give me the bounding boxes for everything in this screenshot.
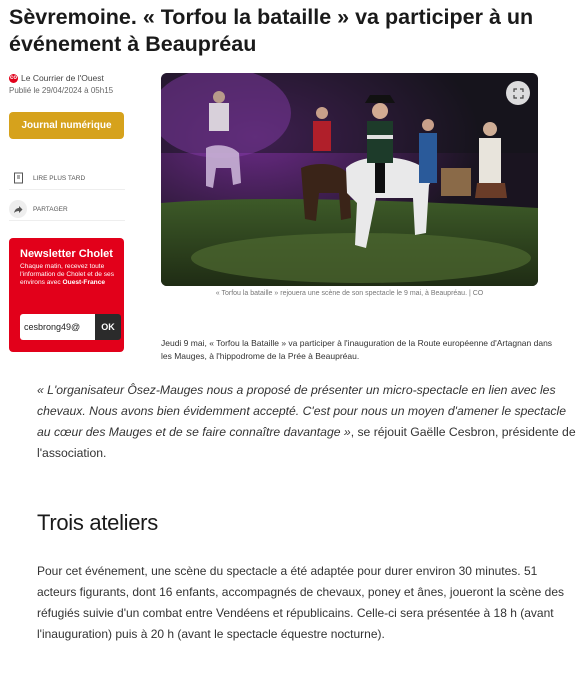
article-quote (37, 380, 577, 464)
read-later-button[interactable] (9, 167, 125, 190)
newsletter-submit-button[interactable]: OK (95, 314, 121, 340)
source-line (9, 73, 125, 83)
article-meta-sidebar (9, 73, 125, 221)
source-logo-icon: co (9, 75, 17, 81)
quote-attribution: , se réjouit Gaëlle Cesbron, présidente de l'association. (37, 425, 576, 460)
expand-icon[interactable] (506, 81, 530, 105)
bookmark-icon (9, 169, 27, 187)
publish-date: Publié le 29/04/2024 à 05h15 (9, 86, 114, 95)
section-title: Trois ateliers (37, 510, 158, 535)
newsletter-text: Chaque matin, recevez toute l'information de Cholet et de ses environs avec Ouest-France (20, 263, 114, 286)
newsletter-brand: Ouest-France (62, 279, 106, 286)
article-photo[interactable] (161, 73, 538, 286)
section-body: Pour cet événement, une scène du spectacle a été adaptée pour durer environ 30 minutes. 51 acteurs figurants, dont 16 enfants, accompagnés de chevaux, poney et ânes, joueront la scène des réfugiés suivie d'un combat entre Vendéens et républicains. Celle-ci sera présentée à 18 h (avant l'inauguration) puis à 20 h (avant le spectacle équestre nocturne). (37, 564, 565, 641)
article-headline: Sèvremoine. « Torfou la bataille » va participer à un événement à Beaupréau (9, 5, 534, 56)
source-name[interactable]: Le Courrier de l'Ouest (21, 73, 104, 83)
newsletter-box (9, 238, 124, 352)
share-icon (9, 200, 27, 218)
read-later-label: LIRE PLUS TARD (33, 174, 86, 182)
newsletter-form (20, 314, 121, 340)
article-lead: Jeudi 9 mai, « Torfou la Bataille » va participer à l'inauguration de la Route européenne d'Artagnan dans les Mauges, à l'hippodrome de la Prée à Beaupréau. (161, 338, 553, 361)
quote-text: « L'organisateur Ôsez-Mauges nous a proposé de présenter un micro-spectacle en lien avec les chevaux. Nous avons bien évidemment accepté. C'est pour nous un moyen d'amener le spectacle au cœur des Mauges et de se faire connaître davantage » (37, 383, 567, 439)
photo-image (161, 73, 538, 286)
journal-numerique-button[interactable]: Journal numérique (9, 112, 124, 139)
newsletter-email-input[interactable] (20, 314, 95, 340)
photo-caption: « Torfou la bataille » rejouera une scène de son spectacle le 9 mai, à Beaupréau. | CO (215, 290, 484, 297)
newsletter-title: Newsletter Cholet (20, 248, 113, 260)
share-label: PARTAGER (33, 205, 68, 213)
share-button[interactable] (9, 198, 125, 221)
